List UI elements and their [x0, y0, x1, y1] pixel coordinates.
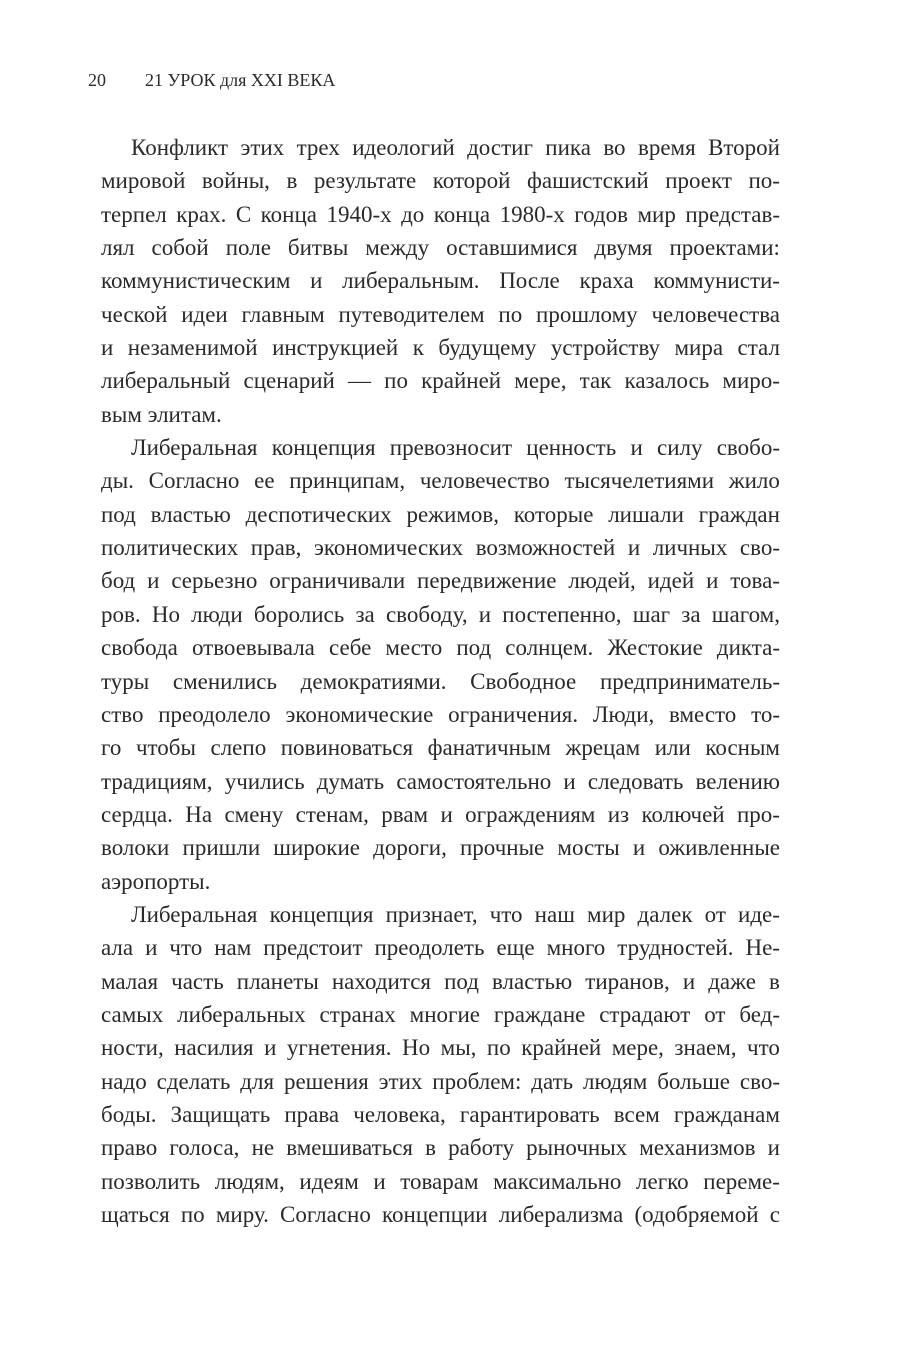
word: сердца.	[101, 801, 173, 827]
word: шаг	[632, 601, 671, 627]
word: постепенно,	[502, 601, 622, 627]
word: проблем:	[432, 1068, 522, 1094]
text-line	[101, 831, 780, 864]
word: позволить	[101, 1168, 201, 1194]
text-line	[101, 1198, 780, 1231]
word: результате	[313, 168, 417, 194]
word: проект	[665, 168, 732, 194]
word: ров.	[101, 601, 141, 627]
word: так	[579, 368, 612, 394]
word: свободу,	[385, 601, 468, 627]
word: ческой	[101, 301, 168, 327]
running-title: 21 УРОК для XXI ВЕКА	[145, 70, 336, 90]
word: до	[401, 201, 425, 227]
word: представ-	[685, 201, 780, 227]
word: экономические	[285, 701, 434, 727]
word: стенам,	[295, 801, 369, 827]
word: личных	[652, 535, 728, 561]
word: превозносит	[389, 435, 513, 461]
word: мир	[587, 901, 626, 927]
word: самых	[101, 1001, 164, 1027]
word: Согласно	[148, 468, 240, 494]
word: коммунистическим	[101, 268, 291, 294]
word: сво-	[739, 1068, 780, 1094]
text-line: вым элитам.	[101, 401, 222, 427]
text-line	[101, 665, 780, 698]
word: Свободное	[470, 668, 577, 694]
text-line	[101, 731, 780, 764]
word: крах.	[176, 201, 227, 227]
word: под	[456, 635, 492, 661]
text-line	[101, 331, 780, 364]
word: С	[235, 201, 252, 227]
word: сменились	[172, 668, 277, 694]
word: человечество	[419, 468, 550, 494]
word: много	[546, 935, 606, 961]
word: находится	[331, 968, 431, 994]
word: между	[365, 235, 430, 261]
word: странах	[319, 1001, 396, 1027]
word: людям,	[214, 1168, 285, 1194]
word: человечества	[651, 301, 780, 327]
word: надо	[101, 1068, 147, 1094]
text-line	[101, 464, 780, 497]
word: и	[632, 835, 646, 861]
word: путеводителем	[338, 301, 485, 327]
text-line	[101, 898, 780, 931]
word: Жестокие	[607, 635, 703, 661]
word: что	[489, 901, 523, 927]
word: ограничения.	[448, 701, 579, 727]
word: фашистский	[527, 168, 649, 194]
word: следовать	[587, 768, 684, 794]
text-line	[101, 965, 780, 998]
word: прав,	[250, 535, 302, 561]
text-line	[101, 131, 780, 164]
word: которой	[432, 168, 511, 194]
word: иде-	[738, 901, 780, 927]
word: за	[355, 601, 375, 627]
word: инструкцией	[272, 335, 399, 361]
word: мира	[674, 335, 724, 361]
word: велению	[695, 768, 780, 794]
word: сделать	[156, 1068, 231, 1094]
word: повиноваться	[280, 735, 414, 761]
word: право	[101, 1135, 158, 1161]
word: в	[769, 968, 780, 994]
word: слепо	[210, 735, 267, 761]
text-line	[101, 698, 780, 731]
text-line	[101, 931, 780, 964]
word: лял	[101, 235, 135, 261]
word: 1940-х	[326, 201, 392, 227]
word: решения	[283, 1068, 369, 1094]
word: учились	[224, 768, 305, 794]
word: колючей	[641, 801, 725, 827]
word: признает,	[385, 901, 478, 927]
word: миро-	[722, 368, 780, 394]
word: либеральным.	[342, 268, 480, 294]
text-line	[101, 1098, 780, 1131]
word: боды.	[101, 1101, 157, 1127]
word: дороги,	[373, 835, 447, 861]
word: тиранов,	[585, 968, 670, 994]
text-line	[101, 798, 780, 831]
word: гражданам	[673, 1101, 780, 1127]
word: многие	[409, 1001, 480, 1027]
word: либеральных	[177, 1001, 306, 1027]
word: бод	[101, 568, 136, 594]
word: голоса,	[169, 1135, 240, 1161]
word: пришли	[182, 835, 261, 861]
body-text	[101, 131, 780, 1231]
word: и	[478, 601, 492, 627]
word: мировой	[101, 168, 186, 194]
word: место	[385, 635, 443, 661]
word: преодолело	[158, 701, 271, 727]
word: всем	[613, 1101, 660, 1127]
paragraph-3	[101, 898, 780, 1231]
word: и	[563, 768, 576, 794]
text-line	[101, 598, 780, 631]
word: Но	[402, 1035, 431, 1061]
word: в	[425, 1135, 437, 1161]
text-line	[101, 431, 780, 464]
word: конца	[260, 201, 317, 227]
text-line	[101, 498, 780, 531]
word: казалось	[624, 368, 710, 394]
word: Конфликт	[131, 135, 229, 160]
word: далек	[637, 901, 693, 927]
word: гарантировать	[459, 1101, 600, 1127]
word: или	[654, 735, 691, 761]
text-line	[101, 1131, 780, 1164]
word: по	[384, 368, 408, 394]
word: прочные	[459, 835, 545, 861]
word: и	[147, 568, 160, 594]
word: этих	[378, 1068, 423, 1094]
text-line	[101, 1065, 780, 1098]
text-line	[101, 564, 780, 597]
text-line	[101, 765, 780, 798]
word: самостоятельно	[396, 768, 552, 794]
word: ее	[254, 468, 275, 494]
word: дикта-	[716, 635, 780, 661]
word: и	[627, 535, 641, 561]
word: думать	[316, 768, 385, 794]
page-number: 20	[88, 70, 106, 90]
word: и	[706, 568, 719, 594]
word: максимально	[493, 1168, 622, 1194]
text-line	[101, 998, 780, 1031]
word: по	[180, 1202, 205, 1227]
word: оставшимися	[446, 235, 578, 261]
word: из	[607, 801, 630, 827]
text-line	[101, 531, 780, 564]
word: Но	[151, 601, 180, 627]
word: крайней	[521, 1035, 602, 1061]
word: с	[769, 1202, 780, 1227]
word: страдают	[599, 1001, 691, 1027]
word: по	[486, 1035, 511, 1061]
word: жило	[728, 468, 780, 494]
word: смену	[224, 801, 284, 827]
word: себе	[329, 635, 372, 661]
word: людей,	[568, 568, 636, 594]
word: деспотических	[245, 501, 392, 527]
word: мы,	[440, 1035, 477, 1061]
word: граждан	[698, 501, 780, 527]
word: политических	[101, 535, 239, 561]
word: концепция	[269, 901, 374, 927]
word: проектами:	[669, 235, 780, 261]
word: либеральный	[101, 368, 231, 394]
word: что	[747, 1035, 780, 1061]
word: ды.	[101, 468, 134, 494]
word: концепции	[382, 1202, 488, 1227]
word: ограничивали	[269, 568, 406, 594]
text-line	[101, 631, 780, 664]
word: тысячелетиями	[564, 468, 715, 494]
text-line	[101, 1165, 780, 1198]
word: рыночных	[526, 1135, 628, 1161]
word: мосты	[557, 835, 620, 861]
word: под	[444, 968, 479, 994]
word: к	[412, 335, 424, 361]
word: и	[310, 268, 323, 294]
word: пика	[545, 135, 591, 160]
word: рвам	[381, 801, 429, 827]
word: и	[264, 1035, 277, 1061]
text-line	[101, 164, 780, 197]
word: жрецам	[565, 735, 641, 761]
word: мир	[637, 201, 676, 227]
word: часть	[171, 968, 224, 994]
word: щаться	[101, 1202, 170, 1227]
word: даже	[708, 968, 756, 994]
word: двумя	[594, 235, 653, 261]
word: работу	[448, 1135, 515, 1161]
word: оживленные	[658, 835, 780, 861]
word: больше	[657, 1068, 731, 1094]
word: свобода	[101, 635, 178, 661]
word: механизмов	[639, 1135, 756, 1161]
word: и	[630, 435, 643, 461]
word: вместо	[669, 701, 737, 727]
paragraph-1	[101, 131, 780, 431]
word: —	[348, 368, 371, 394]
word: широкие	[273, 835, 360, 861]
word: демократиями.	[300, 668, 447, 694]
word: будущему	[438, 335, 537, 361]
word: Люди,	[592, 701, 655, 727]
running-head	[88, 66, 335, 94]
word: предприниматель-	[599, 668, 780, 694]
word: по-	[748, 168, 780, 194]
word: за	[681, 601, 701, 627]
word: Либеральная	[131, 901, 258, 927]
word: людям	[583, 1068, 648, 1094]
word: и	[101, 335, 114, 361]
text-line	[101, 364, 780, 397]
word: го	[101, 735, 122, 761]
word: наш	[534, 901, 575, 927]
word: преодолеть	[374, 935, 485, 961]
word: и	[145, 935, 158, 961]
word: которые	[513, 501, 594, 527]
word: планеты	[236, 968, 319, 994]
word: собой	[151, 235, 209, 261]
word: поле	[225, 235, 271, 261]
word: идеи	[181, 301, 228, 327]
word: мере,	[514, 368, 567, 394]
word: сценарий	[243, 368, 335, 394]
word: концепция	[271, 435, 376, 461]
word: ограждениям	[465, 801, 596, 827]
word: сво-	[739, 535, 780, 561]
word: свобо-	[716, 435, 780, 461]
text-line	[101, 264, 780, 297]
word: ала	[101, 935, 134, 961]
word: ности,	[101, 1035, 164, 1061]
word: режимов,	[406, 501, 500, 527]
word: традициям,	[101, 768, 213, 794]
word: про-	[736, 801, 780, 827]
word: (одобряемой	[634, 1202, 759, 1227]
word: битвы	[287, 235, 349, 261]
word: ценность	[526, 435, 617, 461]
word: нам	[214, 935, 252, 961]
word: конца	[433, 201, 491, 227]
word: по	[498, 301, 523, 327]
word: дать	[531, 1068, 574, 1094]
word: идеям	[299, 1168, 359, 1194]
word: легко	[636, 1168, 689, 1194]
word: и	[767, 1135, 780, 1161]
word: Либеральная	[131, 435, 258, 461]
word: и	[373, 1168, 386, 1194]
word: переме-	[703, 1168, 780, 1194]
word: властью	[150, 501, 231, 527]
word: во	[603, 135, 626, 160]
word: лишали	[608, 501, 684, 527]
word: либерализма	[498, 1202, 624, 1227]
word: под	[101, 501, 136, 527]
word: чтобы	[135, 735, 196, 761]
word: и	[440, 801, 453, 827]
word: принципам,	[289, 468, 406, 494]
word: не	[251, 1135, 275, 1161]
word: миру.	[215, 1202, 269, 1227]
word: еще	[496, 935, 535, 961]
word: отвоевывала	[191, 635, 315, 661]
text-line: аэропорты.	[101, 868, 211, 894]
word: шагом,	[711, 601, 780, 627]
word: Не-	[745, 935, 780, 961]
word: това-	[730, 568, 780, 594]
word: права	[284, 1101, 340, 1127]
word: терпел	[101, 201, 167, 227]
text-line	[101, 198, 780, 231]
text-line	[101, 231, 780, 264]
word: от	[704, 1001, 726, 1027]
word: солнцем.	[505, 635, 594, 661]
word: краха	[579, 268, 634, 294]
word: фанатичным	[427, 735, 551, 761]
word: передвижение	[417, 568, 557, 594]
word: этих	[240, 135, 285, 160]
word: Второй	[708, 135, 780, 160]
word: мере,	[611, 1035, 664, 1061]
word: товарам	[400, 1168, 479, 1194]
word: от	[704, 901, 726, 927]
word: устройству	[550, 335, 661, 361]
word: граждане	[493, 1001, 586, 1027]
word: стал	[737, 335, 780, 361]
word: что	[169, 935, 203, 961]
word: человека,	[353, 1101, 446, 1127]
word: прошлому	[536, 301, 638, 327]
word: На	[185, 801, 213, 827]
word: достиг	[467, 135, 533, 160]
word: малая	[101, 968, 159, 994]
word: экономических	[314, 535, 464, 561]
word: насилия	[174, 1035, 254, 1061]
word: бед-	[739, 1001, 780, 1027]
word: войны,	[201, 168, 270, 194]
word: После	[499, 268, 560, 294]
word: ство	[101, 701, 144, 727]
word: и	[682, 968, 696, 994]
word: боролись	[253, 601, 345, 627]
word: предстоит	[263, 935, 363, 961]
text-line	[101, 298, 780, 331]
word: крайней	[421, 368, 502, 394]
word: знаем,	[674, 1035, 737, 1061]
word: время	[637, 135, 696, 160]
word: трудностей.	[617, 935, 734, 961]
word: серьезно	[171, 568, 258, 594]
word: идеологий	[352, 135, 455, 160]
word: туры	[101, 668, 150, 694]
word: для	[240, 1068, 275, 1094]
word: косным	[705, 735, 780, 761]
word: годов	[574, 201, 628, 227]
word: силу	[656, 435, 703, 461]
word: волоки	[101, 835, 170, 861]
word: 1980-х	[499, 201, 565, 227]
word: коммунисти-	[653, 268, 780, 294]
word: главным	[241, 301, 325, 327]
word: Согласно	[280, 1202, 371, 1227]
text-line	[101, 1031, 780, 1064]
word: в	[286, 168, 298, 194]
word: вмешиваться	[286, 1135, 413, 1161]
paragraph-2	[101, 431, 780, 898]
word: возможностей	[475, 535, 616, 561]
word: трех	[296, 135, 340, 160]
word: властью	[492, 968, 573, 994]
word: люди	[191, 601, 243, 627]
word: угнетения.	[286, 1035, 392, 1061]
word: незаменимой	[127, 335, 258, 361]
word: то-	[751, 701, 780, 727]
word: идей	[647, 568, 695, 594]
word: Защищать	[170, 1101, 271, 1127]
